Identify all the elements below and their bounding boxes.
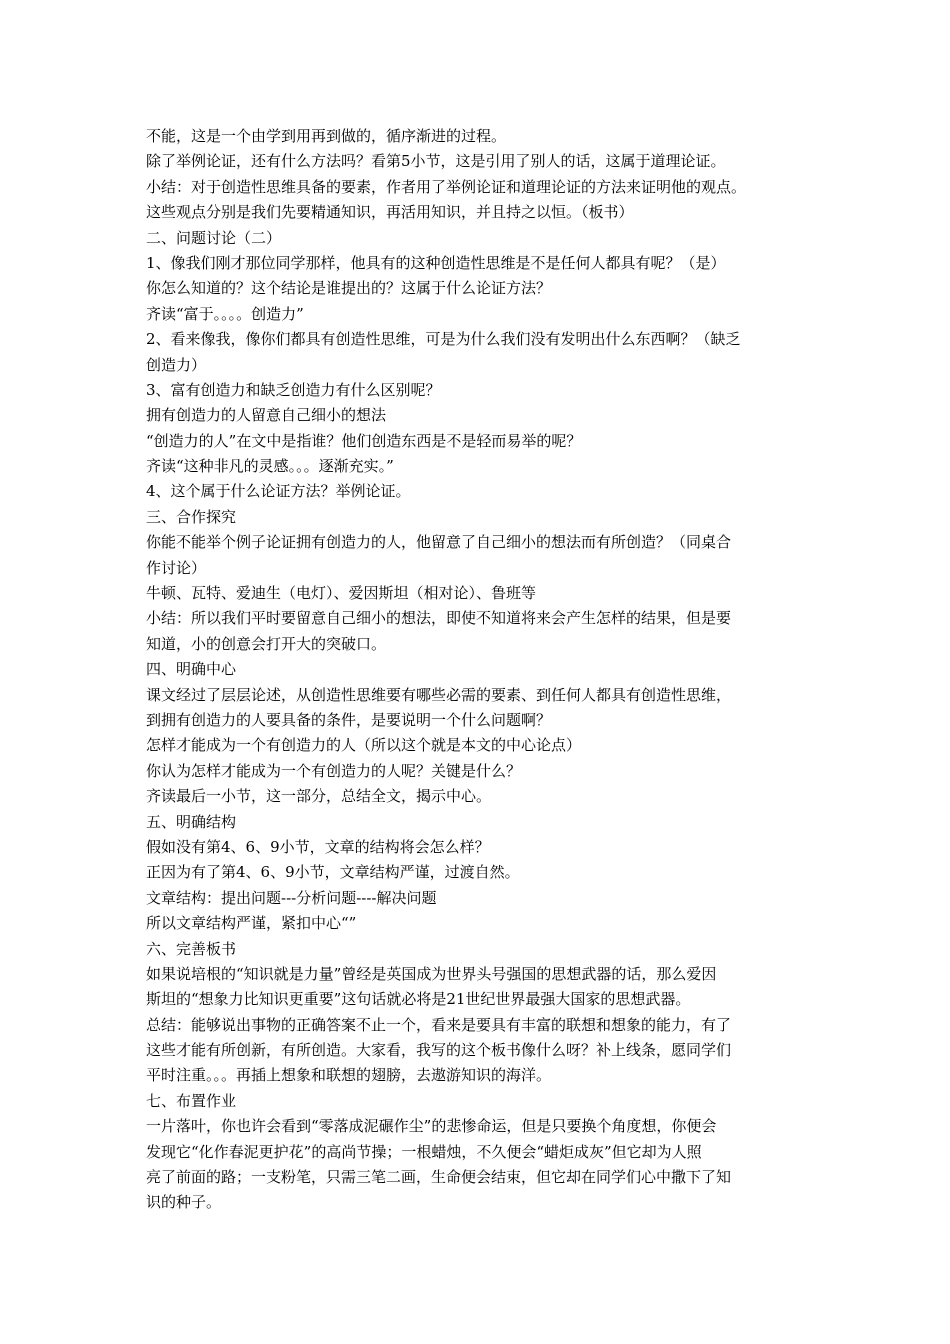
text-line: 不能，这是一个由学到用再到做的，循序渐进的过程。 [146, 127, 507, 145]
section-heading: 二、问题讨论（二） [146, 228, 282, 247]
text-line: 文章结构：提出问题---分析问题----解决问题 [146, 888, 437, 907]
text-line: 你认为怎样才能成为一个有创造力的人呢？关键是什么？ [146, 761, 522, 780]
text-line: 课文经过了层层论述，从创造性思维要有哪些必需的要素、到任何人都具有创造性思维， [146, 685, 732, 704]
text-line: 到拥有创造力的人要具备的条件，是要说明一个什么问题啊？ [146, 710, 552, 729]
text-line: 识的种子。 [146, 1193, 222, 1212]
text-line: 正因为有了第4、6、9小节，文章结构严谨，过渡自然。 [146, 863, 520, 882]
text-line: 齐读“这种非凡的灵感。。。逐渐充实。” [146, 457, 394, 476]
section-heading: 五、明确结构 [146, 812, 237, 831]
text-line: 这些观点分别是我们先要精通知识，再活用知识，并且持之以恒。（板书） [146, 203, 634, 222]
text-line: 知道，小的创意会打开大的突破口。 [146, 634, 387, 653]
text-line: 平时注重。。。再插上想象和联想的翅膀，去遨游知识的海洋。 [146, 1066, 552, 1085]
text-line: 一片落叶，你也许会看到“零落成泥碾作尘”的悲惨命运，但是只要换个角度想，你便会 [146, 1117, 717, 1136]
text-line: 发现它“化作春泥更护花”的高尚节操；一根蜡烛，不久便会“蜡炬成灰”但它却为人照 [146, 1142, 702, 1161]
text-line: 总结：能够说出事物的正确答案不止一个，看来是要具有丰富的联想和想象的能力，有了 [146, 1015, 732, 1034]
text-line: 小结：对于创造性思维具备的要素，作者用了举例论证和道理论证的方法来证明他的观点。 [146, 177, 747, 196]
text-line: 斯坦的“想象力比知识更重要”这句话就必将是21世纪世界最强大国家的思想武器。 [146, 990, 691, 1009]
text-line: 创造力） [146, 355, 207, 374]
text-line: 作讨论） [146, 558, 207, 577]
text-line: 怎样才能成为一个有创造力的人（所以这个就是本文的中心论点） [146, 736, 582, 755]
text-line: 牛顿、瓦特、爱迪生（电灯）、爱因斯坦（相对论）、鲁班等 [146, 584, 537, 603]
document-body [146, 124, 818, 1216]
text-line: 这些才能有所创新，有所创造。大家看，我写的这个板书像什么呀？补上线条，愿同学们 [146, 1041, 732, 1060]
text-line: 你能不能举个例子论证拥有创造力的人，他留意了自己细小的想法而有所创造？（同桌合 [146, 533, 732, 552]
text-line: 假如没有第4、6、9小节，文章的结构将会怎么样？ [146, 837, 490, 856]
text-line: “创造力的人”在文中是指谁？他们创造东西是不是轻而易举的呢？ [146, 431, 582, 450]
section-heading: 六、完善板书 [146, 939, 237, 958]
text-line: 亮了前面的路；一支粉笔，只需三笔二画，生命便会结束，但它却在同学们心中撒下了知 [146, 1168, 732, 1187]
text-line: 4、这个属于什么论证方法？举例论证。 [146, 482, 411, 501]
text-line: 除了举例论证，还有什么方法吗？看第5小节，这是引用了别人的话，这属于道理论证。 [146, 152, 726, 171]
text-line: 齐读最后一小节，这一部分，总结全文，揭示中心。 [146, 787, 492, 806]
text-line: 你怎么知道的？这个结论是谁提出的？这属于什么论证方法？ [146, 279, 552, 298]
text-line: 所以文章结构严谨，紧扣中心“” [146, 914, 357, 933]
text-line: 小结：所以我们平时要留意自己细小的想法，即使不知道将来会产生怎样的结果，但是要 [146, 609, 732, 628]
section-heading: 三、合作探究 [146, 507, 237, 526]
text-line: 拥有创造力的人留意自己细小的想法 [146, 406, 387, 425]
text-line: 2、看来像我，像你们都具有创造性思维，可是为什么我们没有发明出什么东西啊？（缺乏 [146, 330, 741, 349]
text-line: 1、像我们刚才那位同学那样，他具有的这种创造性思维是不是任何人都具有呢？（是） [146, 253, 726, 272]
text-line: 齐读“富于。。。。创造力” [146, 304, 304, 323]
section-heading: 四、明确中心 [146, 660, 237, 679]
text-line: 3、富有创造力和缺乏创造力有什么区别呢？ [146, 380, 441, 399]
text-line: 如果说培根的“知识就是力量”曾经是英国成为世界头号强国的思想武器的话，那么爱因 [146, 964, 717, 983]
section-heading: 七、布置作业 [146, 1091, 237, 1110]
